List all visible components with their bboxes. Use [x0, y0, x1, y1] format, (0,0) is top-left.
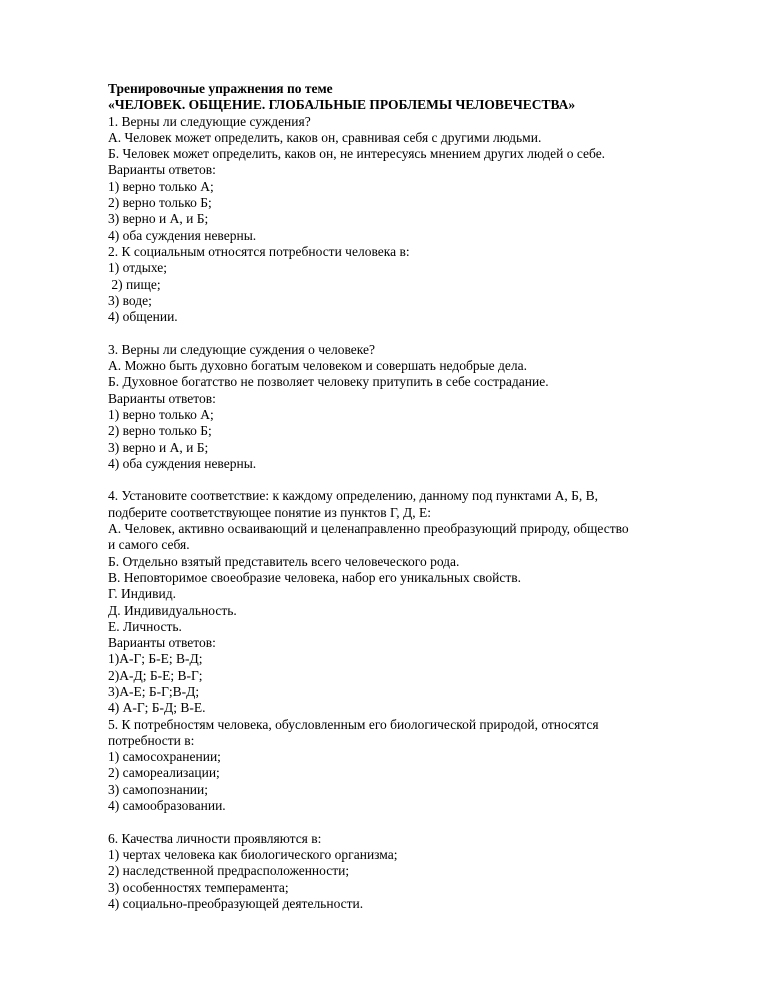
q4-question-line-2: подберите соответствующее понятие из пунктов Г, Д, Е: [108, 504, 431, 520]
q3-option-2: 2) верно только Б; [108, 423, 212, 439]
q4-definition-v: В. Неповторимое своеобразие человека, набор его уникальных свойств. [108, 569, 522, 585]
q3-statement-b: Б. Духовное богатство не позволяет человеку притупить в себе сострадание. [108, 374, 549, 390]
q6-option-2: 2) наследственной предрасположенности; [108, 863, 350, 879]
q5-option-4: 4) самообразовании. [108, 798, 226, 814]
q2-question: 2. К социальным относятся потребности человека в: [108, 243, 410, 259]
title-line-2: «ЧЕЛОВЕК. ОБЩЕНИЕ. ГЛОБАЛЬНЫЕ ПРОБЛЕМЫ ЧЕЛОВЕЧЕСТВА» [108, 97, 576, 113]
q1-option-1: 1) верно только А; [108, 178, 214, 194]
q4-option-1: 1)А-Г; Б-Е; В-Д; [108, 651, 203, 667]
q4-question-line-1: 4. Установите соответствие: к каждому определению, данному под пунктами А, Б, В, [108, 488, 599, 504]
spacer [108, 325, 733, 341]
q3-option-4: 4) оба суждения неверны. [108, 455, 257, 471]
spacer [108, 814, 733, 830]
q3-option-1: 1) верно только А; [108, 406, 214, 422]
q4-concept-g: Г. Индивид. [108, 586, 176, 602]
q3-option-3: 3) верно и А, и Б; [108, 439, 209, 455]
title-line-1: Тренировочные упражнения по теме [108, 81, 333, 96]
q4-option-4: 4) А-Г; Б-Д; В-Е. [108, 700, 206, 716]
q4-variants-label: Варианты ответов: [108, 635, 216, 651]
q5-question-line-1: 5. К потребностям человека, обусловленным его биологической природой, относятся [108, 716, 599, 732]
q6-question: 6. Качества личности проявляются в: [108, 830, 322, 846]
spacer [108, 472, 733, 488]
q4-concept-d: Д. Индивидуальность. [108, 602, 237, 618]
q3-statement-a: А. Можно быть духовно богатым человеком и совершать недобрые дела. [108, 358, 528, 374]
q2-option-3: 3) воде; [108, 292, 152, 308]
q4-definition-b: Б. Отдельно взятый представитель всего человеческого рода. [108, 553, 460, 569]
q4-option-2: 2)А-Д; Б-Е; В-Г; [108, 667, 203, 683]
q3-variants-label: Варианты ответов: [108, 390, 216, 406]
q6-option-4: 4) социально-преобразующей деятельности. [108, 895, 364, 911]
q6-option-3: 3) особенностях темперамента; [108, 879, 289, 895]
q1-question: 1. Верны ли следующие суждения? [108, 113, 311, 129]
q2-option-1: 1) отдыхе; [108, 260, 168, 276]
q5-option-1: 1) самосохранении; [108, 749, 221, 765]
q4-definition-a-line-2: и самого себя. [108, 537, 190, 553]
q5-question-line-2: потребности в: [108, 732, 195, 748]
q3-question: 3. Верны ли следующие суждения о человеке? [108, 341, 375, 357]
q1-option-4: 4) оба суждения неверны. [108, 227, 257, 243]
q5-option-2: 2) самореализации; [108, 765, 220, 781]
q1-option-3: 3) верно и А, и Б; [108, 211, 209, 227]
q5-option-3: 3) самопознании; [108, 781, 209, 797]
q4-definition-a-line-1: А. Человек, активно осваивающий и целенаправленно преобразующий природу, общество [108, 521, 629, 537]
document-content [108, 81, 733, 912]
q6-option-1: 1) чертах человека как биологического организма; [108, 846, 398, 862]
q4-concept-e: Е. Личность. [108, 618, 182, 634]
q1-option-2: 2) верно только Б; [108, 195, 212, 211]
q2-option-2: 2) пище; [108, 276, 161, 292]
q4-option-3: 3)А-Е; Б-Г;В-Д; [108, 683, 200, 699]
q1-variants-label: Варианты ответов: [108, 162, 216, 178]
q1-statement-b: Б. Человек может определить, каков он, не интересуясь мнением других людей о себе. [108, 146, 606, 162]
q1-statement-a: А. Человек может определить, каков он, сравнивая себя с другими людьми. [108, 129, 542, 145]
q2-option-4: 4) общении. [108, 309, 178, 325]
